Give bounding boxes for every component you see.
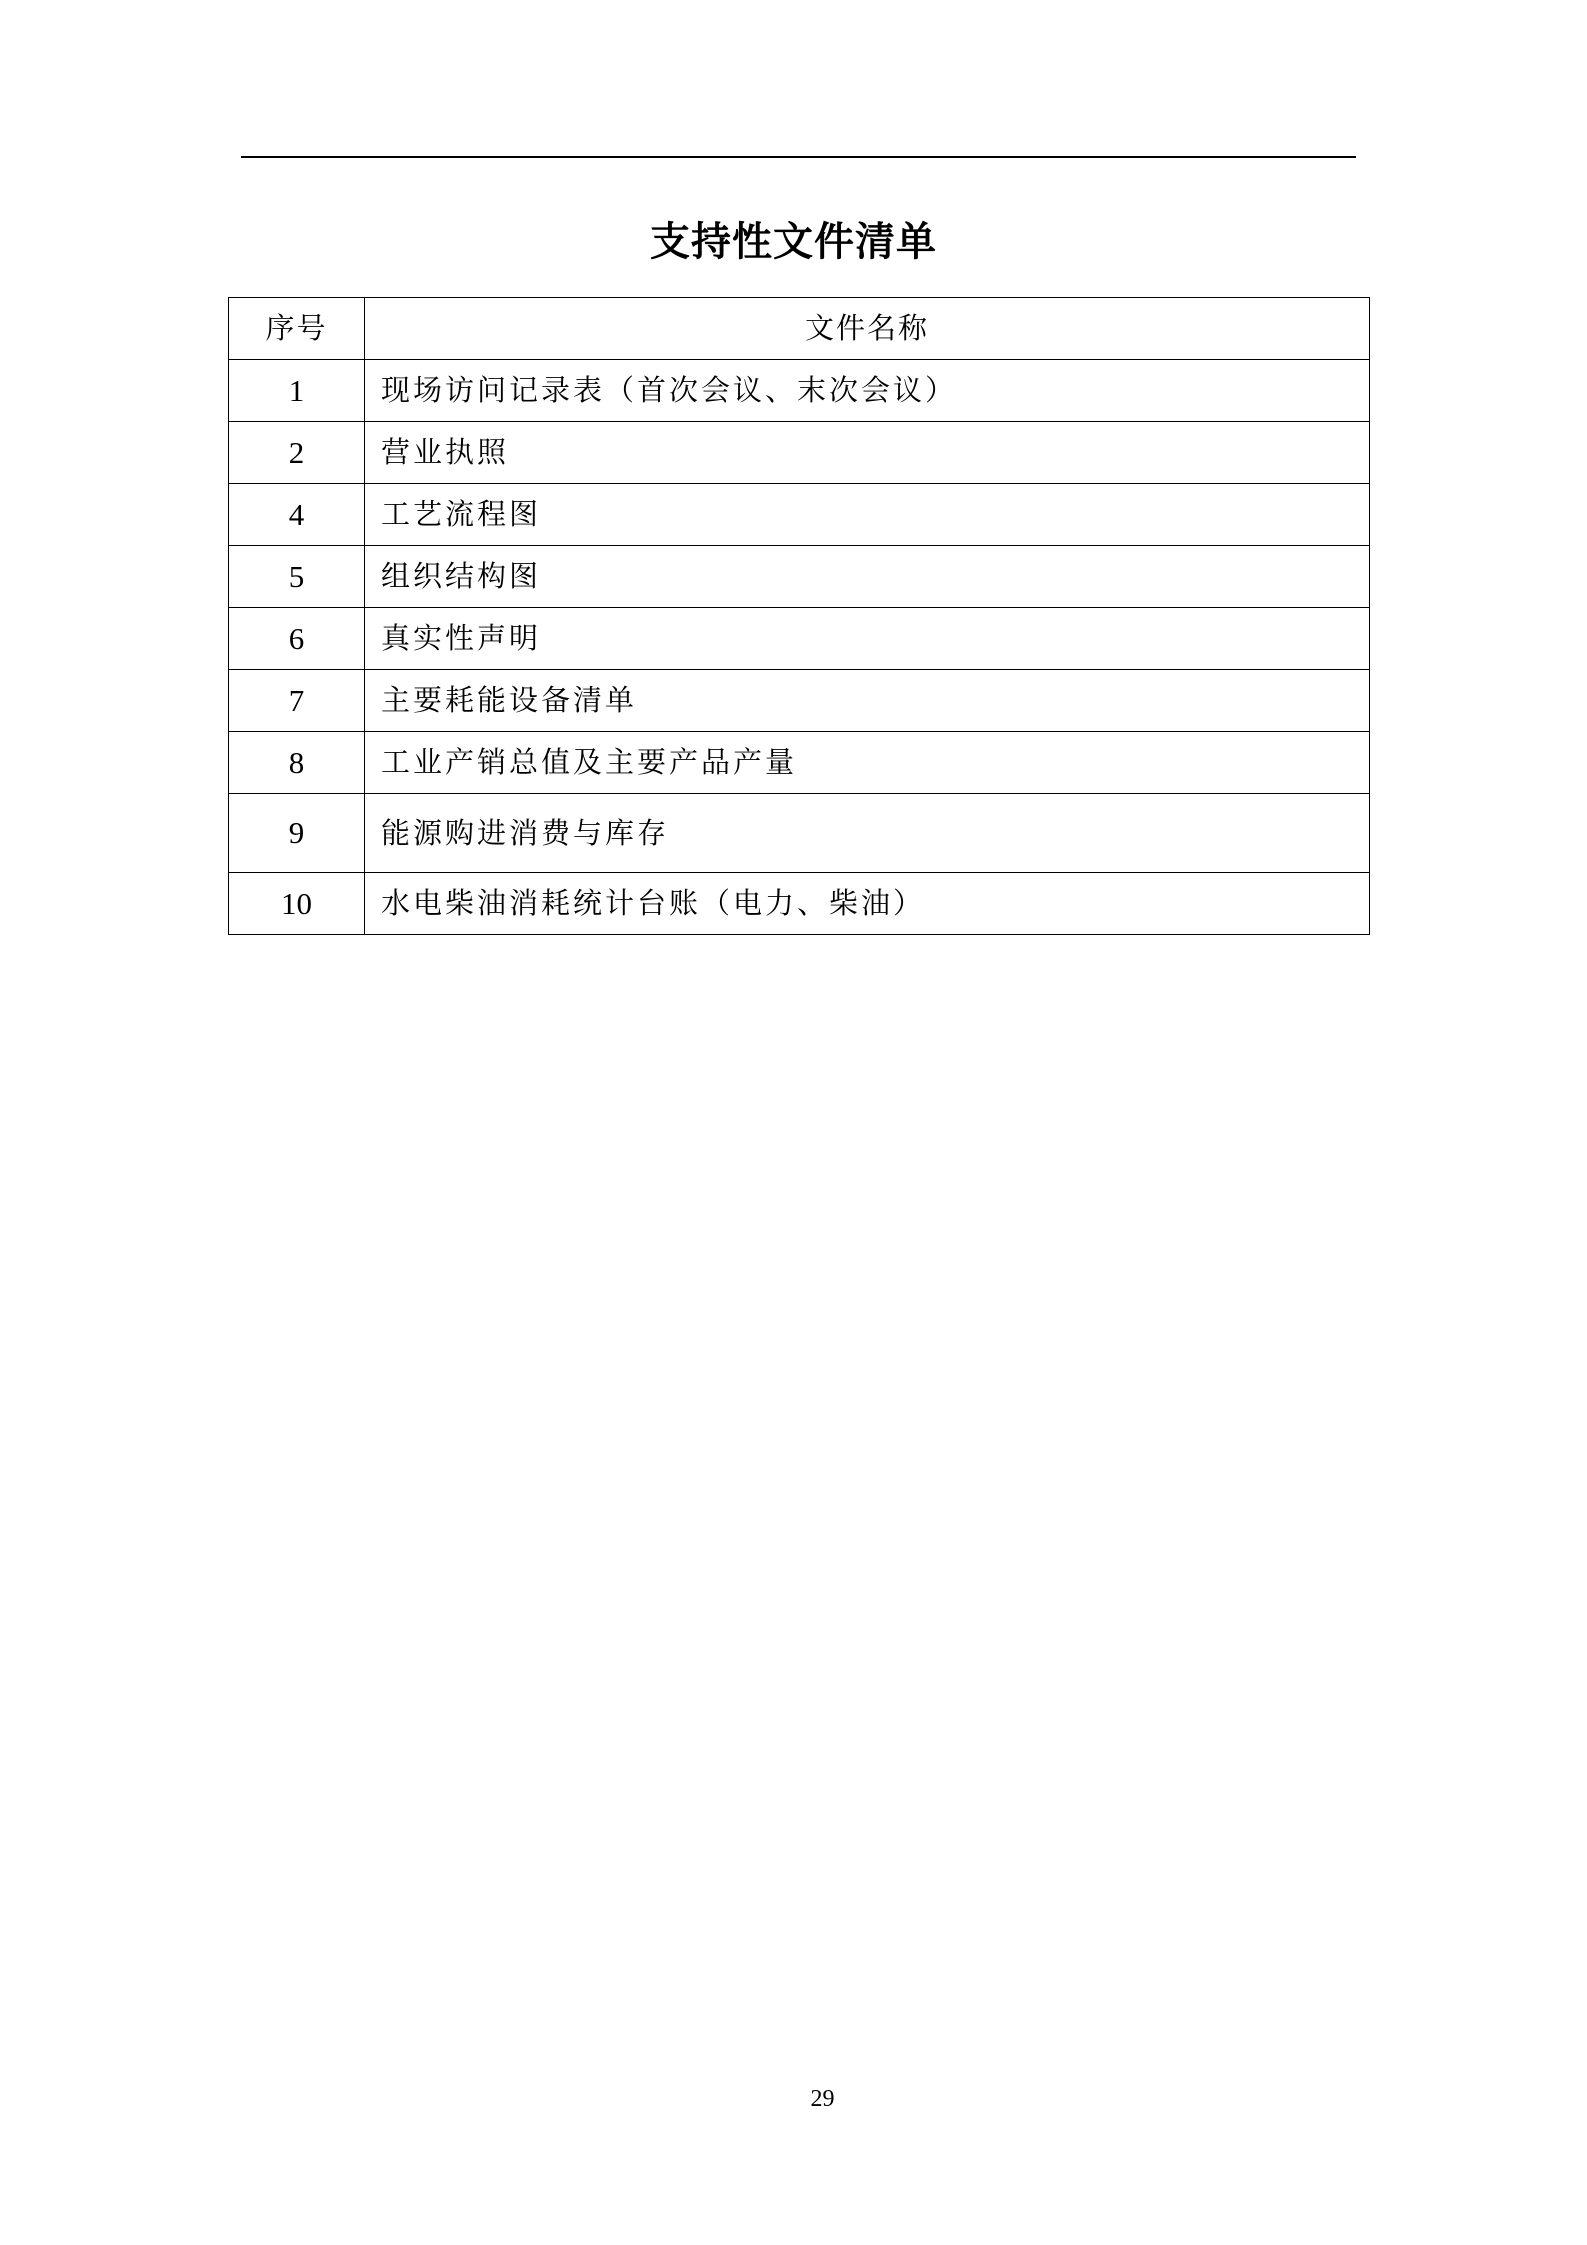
row-name: 水电柴油消耗统计台账（电力、柴油） xyxy=(365,873,1370,935)
row-seq: 7 xyxy=(229,670,365,732)
row-name: 能源购进消费与库存 xyxy=(365,794,1370,873)
table-row xyxy=(229,608,1370,670)
row-name: 主要耗能设备清单 xyxy=(365,670,1370,732)
page-title: 支持性文件清单 xyxy=(650,218,937,265)
table-header-row xyxy=(229,298,1370,360)
page-number: 29 xyxy=(810,2086,835,2112)
row-seq: 5 xyxy=(229,546,365,608)
row-seq: 1 xyxy=(229,360,365,422)
table-row xyxy=(229,484,1370,546)
supporting-documents-table xyxy=(228,297,1370,935)
table-row xyxy=(229,360,1370,422)
row-name: 组织结构图 xyxy=(365,546,1370,608)
table-row xyxy=(229,794,1370,873)
row-name: 工业产销总值及主要产品产量 xyxy=(365,732,1370,794)
table-row xyxy=(229,873,1370,935)
row-seq: 9 xyxy=(229,794,365,873)
row-seq: 6 xyxy=(229,608,365,670)
header-seq: 序号 xyxy=(229,298,365,360)
header-name: 文件名称 xyxy=(365,298,1370,360)
table-row xyxy=(229,732,1370,794)
row-seq: 2 xyxy=(229,422,365,484)
row-name: 真实性声明 xyxy=(365,608,1370,670)
row-name: 现场访问记录表（首次会议、末次会议） xyxy=(365,360,1370,422)
row-name: 营业执照 xyxy=(365,422,1370,484)
row-seq: 4 xyxy=(229,484,365,546)
table-row xyxy=(229,422,1370,484)
table-row xyxy=(229,546,1370,608)
table-row xyxy=(229,670,1370,732)
row-seq: 8 xyxy=(229,732,365,794)
header-rule xyxy=(241,156,1356,158)
row-seq: 10 xyxy=(229,873,365,935)
row-name: 工艺流程图 xyxy=(365,484,1370,546)
